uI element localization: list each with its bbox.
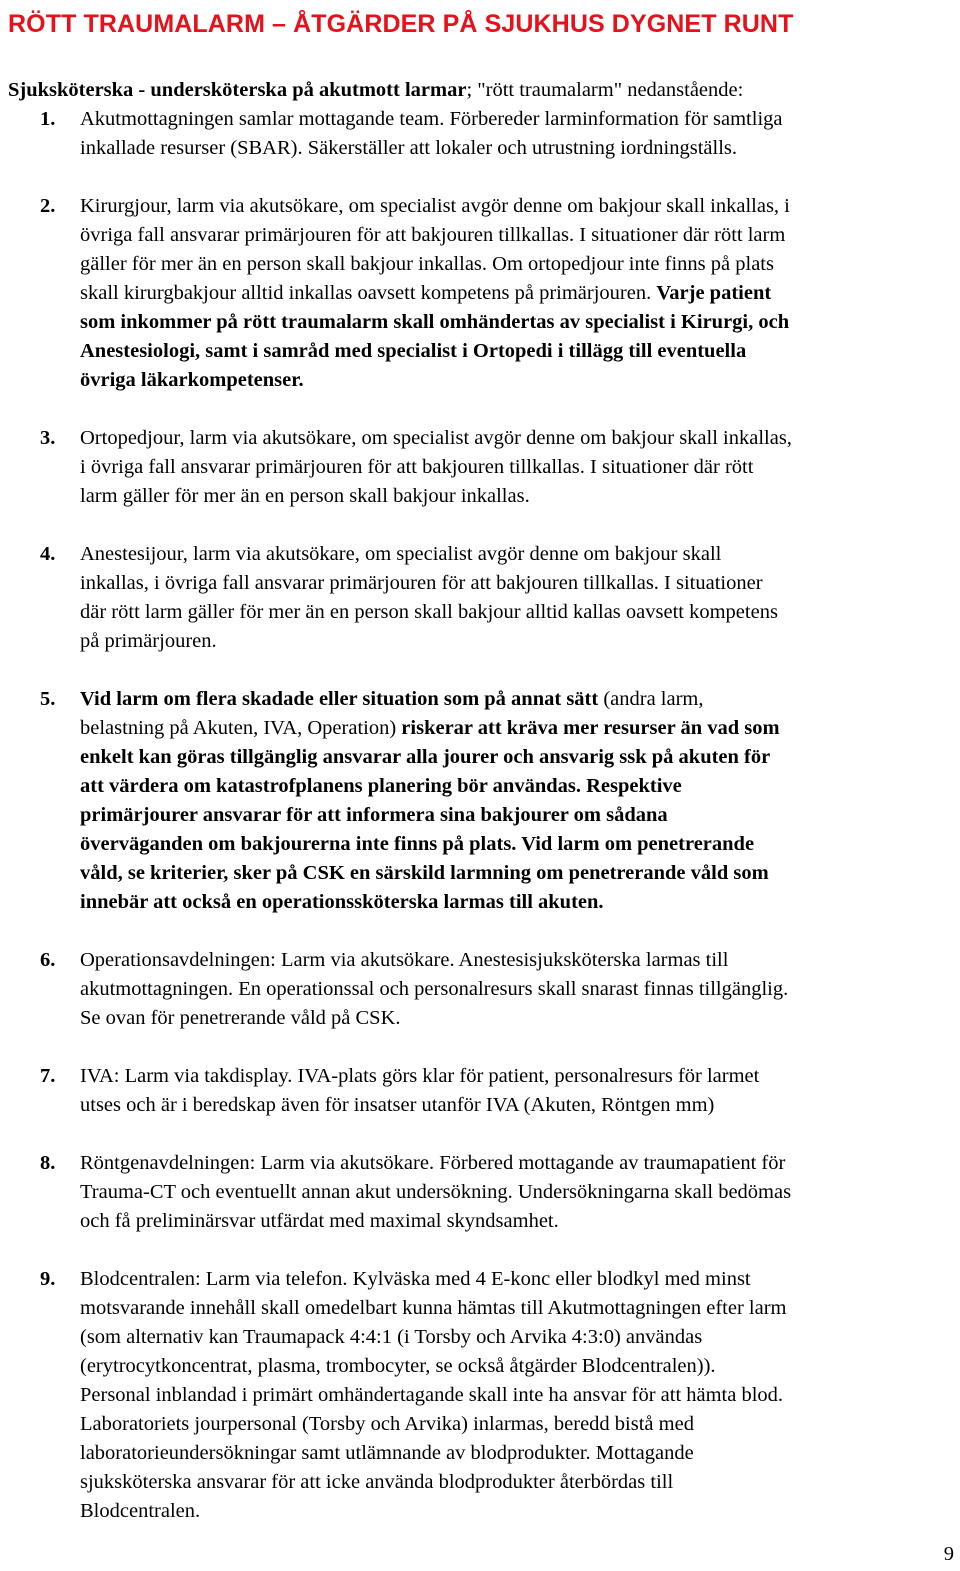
text-line	[80, 1207, 956, 1236]
text-line	[80, 1178, 956, 1207]
text-run: laboratorieundersökningar samt utlämnande av blodprodukter. Mottagande	[80, 1442, 694, 1464]
text-run: Operationsavdelningen: Larm via akutsökare. Anestesisjuksköterska larmas till	[80, 949, 729, 971]
text-run: Röntgenavdelningen: Larm via akutsökare. Förbered mottagande av traumapatient för	[80, 1152, 786, 1174]
list-item-text	[80, 192, 956, 395]
text-run: Blodcentralen.	[80, 1500, 201, 1522]
text-line	[80, 1381, 956, 1410]
text-line	[80, 859, 956, 888]
text-line	[80, 1497, 956, 1526]
bold-text-run: att värdera om katastrofplanens planering bör användas. Respektive	[80, 775, 682, 797]
text-line	[80, 1468, 956, 1497]
text-line	[80, 801, 956, 830]
list-item-number: 9.	[40, 1268, 56, 1290]
list-item-text	[80, 1149, 956, 1236]
text-run: (andra larm,	[598, 688, 704, 710]
text-run: Akutmottagningen samlar mottagande team. Förbereder larminformation för samtliga	[80, 108, 783, 130]
text-run: akutmottagningen. En operationssal och personalresurs skall snarast finnas tillgänglig.	[80, 978, 789, 1000]
text-run: Blodcentralen: Larm via telefon. Kylväska med 4 E-konc eller blodkyl med minst	[80, 1268, 751, 1290]
text-run: Laboratoriets jourpersonal (Torsby och Arvika) inlarmas, beredd bistå med	[80, 1413, 694, 1435]
text-line	[80, 627, 956, 656]
text-run: utses och är i beredskap även för insatser utanför IVA (Akuten, Röntgen mm)	[80, 1094, 715, 1116]
text-line	[80, 308, 956, 337]
text-line	[80, 1323, 956, 1352]
list-item	[0, 192, 960, 395]
text-run: på primärjouren.	[80, 630, 217, 652]
list-item-number: 6.	[40, 949, 56, 971]
text-line	[80, 569, 956, 598]
list-item-text	[80, 424, 956, 511]
text-run: i övriga fall ansvarar primärjouren för att bakjouren tillkallas. I situationer där rött	[80, 456, 754, 478]
text-line	[80, 830, 956, 859]
text-line	[80, 772, 956, 801]
bold-text-run: Vid larm om flera skadade eller situation som på annat sätt	[80, 688, 599, 710]
text-line	[80, 975, 956, 1004]
list-item-number: 1.	[40, 108, 56, 130]
text-run: belastning på Akuten, IVA, Operation)	[80, 717, 402, 739]
text-line	[80, 1294, 956, 1323]
text-line	[80, 192, 956, 221]
list-item-text	[80, 1062, 956, 1120]
list-item-text	[80, 946, 956, 1033]
text-run: Kirurgjour, larm via akutsökare, om specialist avgör denne om bakjour skall inkallas, i	[80, 195, 790, 217]
list-item	[0, 946, 960, 1033]
list-item	[0, 424, 960, 511]
bold-text-run: som inkommer på rött traumalarm skall omhändertas av specialist i Kirurgi, och	[80, 311, 790, 333]
text-run: (som alternativ kan Traumapack 4:4:1 (i Torsby och Arvika 4:3:0) användas	[80, 1326, 703, 1348]
bold-text-run: enkelt kan göras tillgänglig ansvarar alla jourer och ansvarig ssk på akuten för	[80, 746, 771, 768]
text-line	[80, 482, 956, 511]
page-title: RÖTT TRAUMALARM – ÅTGÄRDER PÅ SJUKHUS DYGNET RUNT	[8, 10, 794, 38]
text-line	[80, 1439, 956, 1468]
intro-paragraph	[8, 76, 743, 105]
text-line	[80, 1410, 956, 1439]
text-line	[80, 888, 956, 917]
text-run: inkallade resurser (SBAR). Säkerställer att lokaler och utrustning iordningställs.	[80, 137, 737, 159]
text-line	[80, 279, 956, 308]
list-item	[0, 1265, 960, 1526]
text-line	[80, 221, 956, 250]
text-line	[80, 598, 956, 627]
list-item	[0, 1062, 960, 1120]
text-line	[80, 1149, 956, 1178]
list-item-number: 3.	[40, 427, 56, 449]
text-run: Ortopedjour, larm via akutsökare, om specialist avgör denne om bakjour skall inkallas,	[80, 427, 792, 449]
list-item	[0, 105, 960, 163]
text-line	[80, 714, 956, 743]
bold-text-run: innebär att också en operationssköterska larmas till akuten.	[80, 891, 604, 913]
page-number: 9	[943, 1543, 954, 1565]
list-item-text	[80, 540, 956, 656]
bold-text-run: riskerar att kräva mer resurser än vad som	[401, 717, 780, 739]
text-line	[80, 424, 956, 453]
text-run: (erytrocytkoncentrat, plasma, trombocyter, se också åtgärder Blodcentralen)).	[80, 1355, 716, 1377]
bold-text-run: övriga läkarkompetenser.	[80, 369, 304, 391]
text-run: inkallas, i övriga fall ansvarar primärjouren för att bakjouren tillkallas. I situationer	[80, 572, 763, 594]
list-item	[0, 1149, 960, 1236]
text-run: Se ovan för penetrerande våld på CSK.	[80, 1007, 401, 1029]
text-line	[80, 337, 956, 366]
intro-bold-text: Sjuksköterska - undersköterska på akutmott larmar	[8, 79, 467, 101]
list-item-number: 8.	[40, 1152, 56, 1174]
text-run: Personal inblandad i primärt omhändertagande skall inte ha ansvar för att hämta blod.	[80, 1384, 784, 1406]
list-item	[0, 540, 960, 656]
text-run: Anestesijour, larm via akutsökare, om specialist avgör denne om bakjour skall	[80, 543, 722, 565]
text-run: och få preliminärsvar utfärdat med maximal skyndsamhet.	[80, 1210, 559, 1232]
text-line	[80, 366, 956, 395]
text-line	[80, 1062, 956, 1091]
list-item-number: 2.	[40, 195, 56, 217]
bold-text-run: Varje patient	[656, 282, 772, 304]
text-line	[80, 453, 956, 482]
list-item	[0, 685, 960, 917]
list-item-text	[80, 685, 956, 917]
list-item-number: 4.	[40, 543, 56, 565]
text-line	[80, 946, 956, 975]
text-run: larm gäller för mer än en person skall bakjour inkallas.	[80, 485, 530, 507]
bold-text-run: primärjourer ansvarar för att informera sina bakjourer om sådana	[80, 804, 668, 826]
bold-text-run: överväganden om bakjourerna inte finns på plats. Vid larm om penetrerande	[80, 833, 755, 855]
text-run: motsvarande innehåll skall omedelbart kunna hämtas till Akutmottagningen efter larm	[80, 1297, 787, 1319]
action-list	[0, 105, 960, 1555]
list-item-number: 7.	[40, 1065, 56, 1087]
list-item-text	[80, 1265, 956, 1526]
text-line	[80, 743, 956, 772]
list-item-text	[80, 105, 956, 163]
text-line	[80, 1004, 956, 1033]
text-run: IVA: Larm via takdisplay. IVA-plats görs klar för patient, personalresurs för larmet	[80, 1065, 760, 1087]
text-line	[80, 250, 956, 279]
text-run: där rött larm gäller för mer än en person skall bakjour alltid kallas oavsett kompetens	[80, 601, 778, 623]
list-item-number: 5.	[40, 688, 56, 710]
text-line	[80, 1265, 956, 1294]
text-run: övriga fall ansvarar primärjouren för att bakjouren tillkallas. I situationer där rött larm	[80, 224, 786, 246]
text-line	[80, 685, 956, 714]
text-line	[80, 105, 956, 134]
intro-text: ; "rött traumalarm" nedanstående:	[466, 79, 744, 101]
text-run: skall kirurgbakjour alltid inkallas oavsett kompetens på primärjouren.	[80, 282, 657, 304]
text-line	[80, 540, 956, 569]
text-run: sjuksköterska ansvarar för att icke använda blodprodukter återbördas till	[80, 1471, 674, 1493]
text-run: gäller för mer än en person skall bakjour inkallas. Om ortopedjour inte finns på plats	[80, 253, 774, 275]
text-line	[80, 1091, 956, 1120]
bold-text-run: våld, se kriterier, sker på CSK en särskild larmning om penetrerande våld som	[80, 862, 769, 884]
text-run: Trauma-CT och eventuellt annan akut undersökning. Undersökningarna skall bedömas	[80, 1181, 792, 1203]
text-line	[80, 134, 956, 163]
bold-text-run: Anestesiologi, samt i samråd med specialist i Ortopedi i tillägg till eventuella	[80, 340, 747, 362]
text-line	[80, 1352, 956, 1381]
